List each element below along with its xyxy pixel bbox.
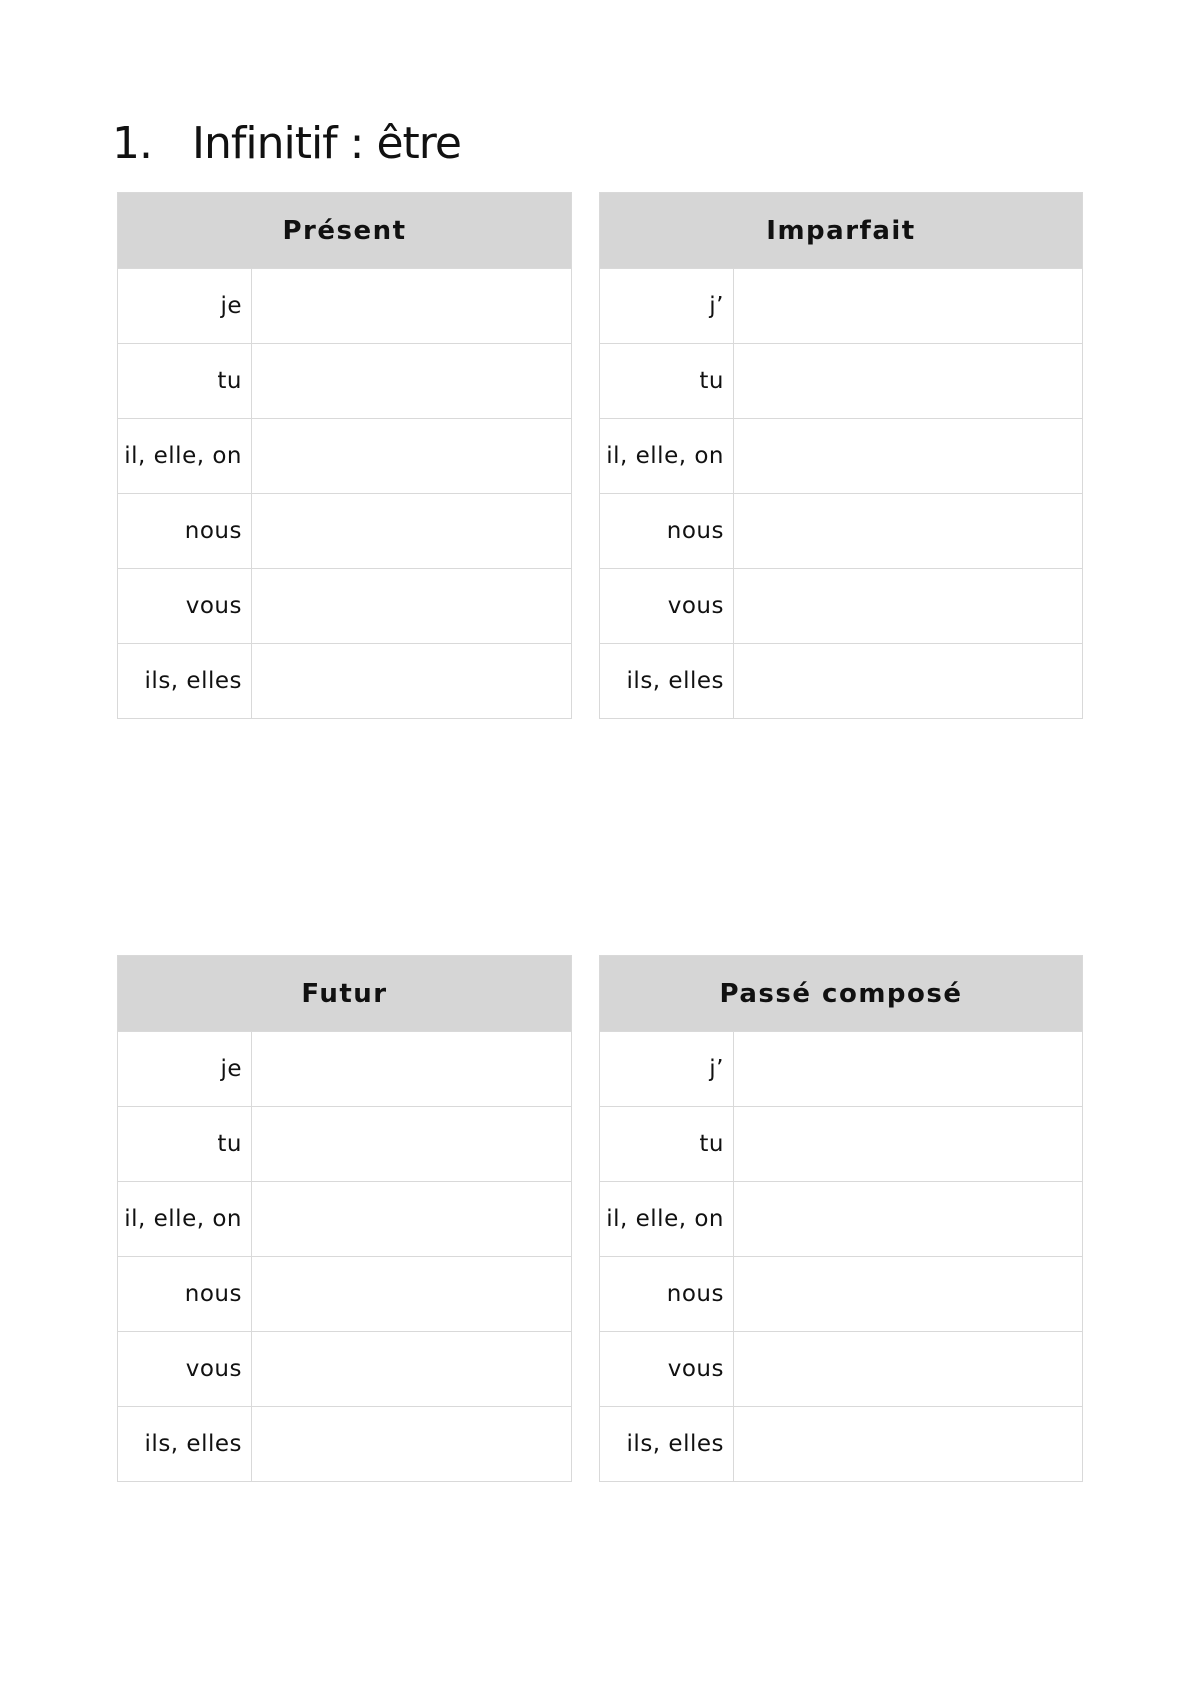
pronoun-label: nous bbox=[600, 494, 734, 569]
table-row bbox=[118, 494, 572, 569]
tense-header: Présent bbox=[118, 193, 572, 269]
answer-cell[interactable] bbox=[252, 1407, 572, 1482]
answer-cell[interactable] bbox=[252, 1107, 572, 1182]
table-futur bbox=[117, 955, 572, 1482]
answer-cell[interactable] bbox=[734, 1257, 1083, 1332]
table-row bbox=[600, 1182, 1083, 1257]
pronoun-label: vous bbox=[600, 1332, 734, 1407]
table-row bbox=[118, 569, 572, 644]
table-row bbox=[600, 1032, 1083, 1107]
pronoun-label: il, elle, on bbox=[118, 419, 252, 494]
pronoun-label: ils, elles bbox=[600, 644, 734, 719]
answer-cell[interactable] bbox=[734, 494, 1083, 569]
answer-cell[interactable] bbox=[252, 419, 572, 494]
answer-cell[interactable] bbox=[734, 569, 1083, 644]
answer-cell[interactable] bbox=[734, 269, 1083, 344]
tense-header: Imparfait bbox=[600, 193, 1083, 269]
table-row bbox=[118, 1257, 572, 1332]
answer-cell[interactable] bbox=[252, 1332, 572, 1407]
answer-cell[interactable] bbox=[252, 494, 572, 569]
pronoun-label: j’ bbox=[600, 269, 734, 344]
pronoun-label: ils, elles bbox=[118, 644, 252, 719]
answer-cell[interactable] bbox=[252, 569, 572, 644]
answer-cell[interactable] bbox=[734, 1407, 1083, 1482]
table-row bbox=[118, 1182, 572, 1257]
table-row bbox=[600, 1107, 1083, 1182]
table-row bbox=[600, 419, 1083, 494]
pronoun-label: je bbox=[118, 269, 252, 344]
pronoun-label: vous bbox=[118, 569, 252, 644]
answer-cell[interactable] bbox=[252, 1032, 572, 1107]
pronoun-label: tu bbox=[600, 344, 734, 419]
pronoun-label: j’ bbox=[600, 1032, 734, 1107]
table-row bbox=[118, 269, 572, 344]
exercise-heading bbox=[112, 118, 461, 169]
pronoun-label: tu bbox=[118, 1107, 252, 1182]
pronoun-label: il, elle, on bbox=[600, 419, 734, 494]
table-row bbox=[600, 1332, 1083, 1407]
table-row bbox=[118, 1407, 572, 1482]
table-row bbox=[600, 494, 1083, 569]
tense-header: Passé composé bbox=[600, 956, 1083, 1032]
answer-cell[interactable] bbox=[252, 644, 572, 719]
answer-cell[interactable] bbox=[252, 344, 572, 419]
table-row bbox=[118, 644, 572, 719]
exercise-number: 1. bbox=[112, 118, 152, 169]
pronoun-label: je bbox=[118, 1032, 252, 1107]
exercise-title: Infinitif : être bbox=[192, 118, 461, 169]
table-passe-compose bbox=[599, 955, 1083, 1482]
pronoun-label: ils, elles bbox=[600, 1407, 734, 1482]
table-row bbox=[600, 1407, 1083, 1482]
answer-cell[interactable] bbox=[252, 1257, 572, 1332]
answer-cell[interactable] bbox=[734, 1332, 1083, 1407]
tense-header: Futur bbox=[118, 956, 572, 1032]
table-row bbox=[118, 344, 572, 419]
table-row bbox=[600, 269, 1083, 344]
pronoun-label: ils, elles bbox=[118, 1407, 252, 1482]
table-row bbox=[118, 1032, 572, 1107]
table-row bbox=[118, 419, 572, 494]
table-present bbox=[117, 192, 572, 719]
pronoun-label: il, elle, on bbox=[600, 1182, 734, 1257]
answer-cell[interactable] bbox=[734, 1032, 1083, 1107]
table-row bbox=[600, 644, 1083, 719]
answer-cell[interactable] bbox=[734, 1107, 1083, 1182]
pronoun-label: il, elle, on bbox=[118, 1182, 252, 1257]
table-row bbox=[118, 1332, 572, 1407]
answer-cell[interactable] bbox=[734, 1182, 1083, 1257]
pronoun-label: tu bbox=[600, 1107, 734, 1182]
table-row bbox=[600, 569, 1083, 644]
answer-cell[interactable] bbox=[734, 644, 1083, 719]
table-row bbox=[600, 344, 1083, 419]
table-row bbox=[118, 1107, 572, 1182]
answer-cell[interactable] bbox=[734, 344, 1083, 419]
pronoun-label: tu bbox=[118, 344, 252, 419]
table-imparfait bbox=[599, 192, 1083, 719]
answer-cell[interactable] bbox=[252, 1182, 572, 1257]
answer-cell[interactable] bbox=[252, 269, 572, 344]
table-row bbox=[600, 1257, 1083, 1332]
pronoun-label: nous bbox=[118, 494, 252, 569]
pronoun-label: vous bbox=[118, 1332, 252, 1407]
pronoun-label: vous bbox=[600, 569, 734, 644]
answer-cell[interactable] bbox=[734, 419, 1083, 494]
pronoun-label: nous bbox=[600, 1257, 734, 1332]
pronoun-label: nous bbox=[118, 1257, 252, 1332]
